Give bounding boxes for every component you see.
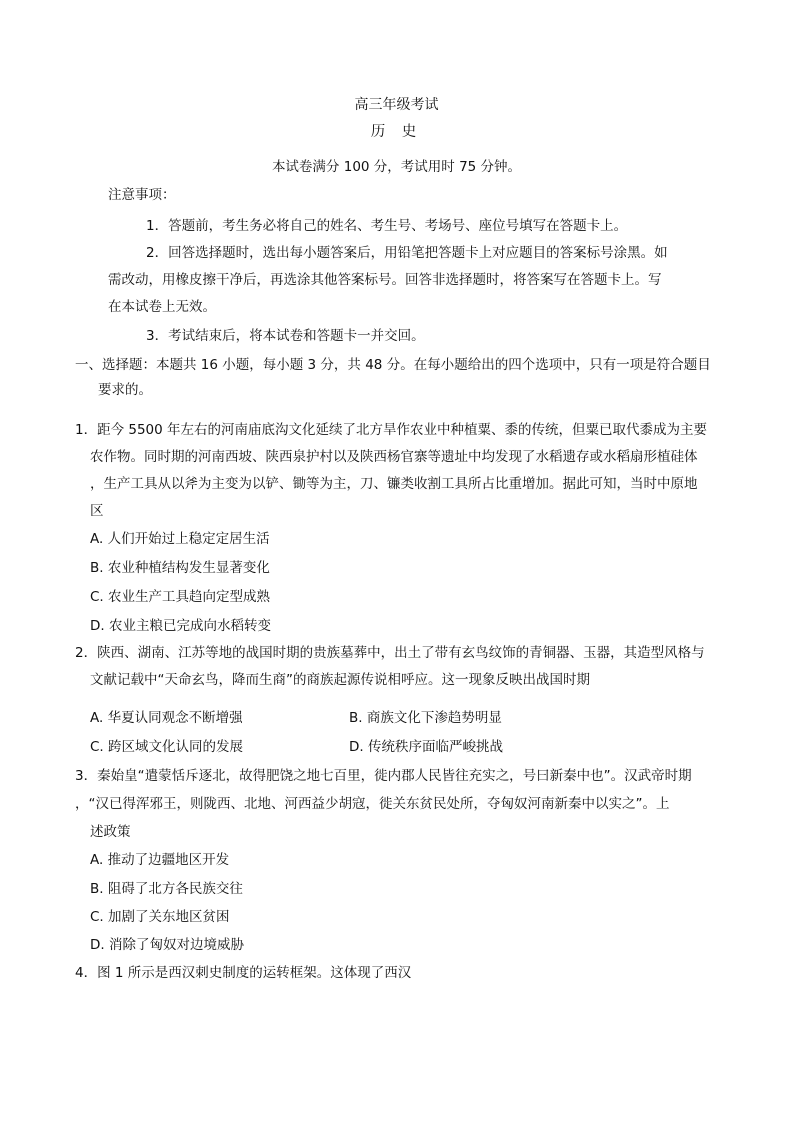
question-2-option-b[interactable]: B. 商族文化下渗趋势明显 — [349, 710, 502, 726]
question-1-option-c[interactable]: C. 农业生产工具趋向定型成熟 — [90, 589, 271, 605]
question-1-stem-line-3: ，生产工具从以斧为主变为以铲、锄等为主，刀、镰类收割工具所占比重增加。据此可知，当时中原地 — [90, 476, 698, 492]
question-2-option-d[interactable]: D. 传统秩序面临严峻挑战 — [349, 739, 503, 755]
question-2-option-a[interactable]: A. 华夏认同观念不断增强 — [90, 710, 243, 726]
section-1-heading-cont: 要求的。 — [98, 382, 152, 398]
notice-item-2-line-3: 在本试卷上无效。 — [108, 299, 216, 315]
section-1-heading: 一、选择题：本题共 16 小题，每小题 3 分，共 48 分。在每小题给出的四个选项中，只有一项是符合题目 — [75, 357, 711, 373]
question-2-stem-line-2: 文献记载中“天命玄鸟，降而生商”的商族起源传说相呼应。这一现象反映出战国时期 — [90, 672, 590, 688]
question-3-stem-line-2: ，“汉已得浑邪王，则陇西、北地、河西益少胡寇，徙关东贫民处所，夺匈奴河南新秦中以实之”。上 — [75, 796, 670, 812]
question-1-option-a[interactable]: A. 人们开始过上稳定定居生活 — [90, 531, 270, 547]
question-3-option-a[interactable]: A. 推动了边疆地区开发 — [90, 852, 230, 868]
notice-item-2-line-2: 需改动，用橡皮擦干净后，再选涂其他答案标号。回答非选择题时，将答案写在答题卡上。写 — [108, 272, 662, 288]
question-1-option-b[interactable]: B. 农业种植结构发生显著变化 — [90, 560, 270, 576]
question-1-stem-line-2: 农作物。同时期的河南西坡、陕西泉护村以及陕西杨官寨等遗址中均发现了水稻遗存或水稻扇形植硅体 — [90, 449, 698, 465]
question-2-stem-line-1: 2．陕西、湖南、江苏等地的战国时期的贵族墓葬中，出土了带有玄鸟纹饰的青铜器、玉器，其造型风格与 — [75, 645, 705, 661]
subject-title: 历 史 — [370, 124, 423, 140]
question-3-option-c[interactable]: C. 加剧了关东地区贫困 — [90, 909, 230, 925]
question-1-stem-line-1: 1．距今 5500 年左右的河南庙底沟文化延续了北方旱作农业中种植粟、黍的传统，但粟已取代黍成为主要 — [75, 422, 708, 438]
question-2-option-c[interactable]: C. 跨区域文化认同的发展 — [90, 739, 244, 755]
question-4-stem-line-1: 4．图 1 所示是西汉刺史制度的运转框架。这体现了西汉 — [75, 965, 412, 981]
question-1-stem-line-4: 区 — [90, 503, 104, 519]
question-3-option-d[interactable]: D. 消除了匈奴对边境威胁 — [90, 937, 244, 953]
question-3-option-b[interactable]: B. 阻碍了北方各民族交往 — [90, 881, 243, 897]
question-3-stem-line-3: 述政策 — [90, 824, 131, 840]
notice-item-1: 1．答题前，考生务必将自己的姓名、考生号、考场号、座位号填写在答题卡上。 — [146, 218, 628, 234]
notice-item-2-line-1: 2．回答选择题时，选出每小题答案后，用铅笔把答题卡上对应题目的答案标号涂黑。如 — [146, 245, 668, 261]
exam-info: 本试卷满分 100 分，考试用时 75 分钟。 — [271, 159, 522, 175]
notice-heading: 注意事项： — [108, 187, 176, 203]
question-1-option-d[interactable]: D. 农业主粮已完成向水稻转变 — [90, 618, 271, 634]
exam-title: 高三年级考试 — [354, 97, 439, 113]
question-3-stem-line-1: 3．秦始皇“遣蒙恬斥逐北，故得肥饶之地七百里，徙内郡人民皆往充实之，号曰新秦中也”。汉武帝时期 — [75, 768, 692, 784]
notice-item-3: 3．考试结束后，将本试卷和答题卡一并交回。 — [146, 328, 425, 344]
